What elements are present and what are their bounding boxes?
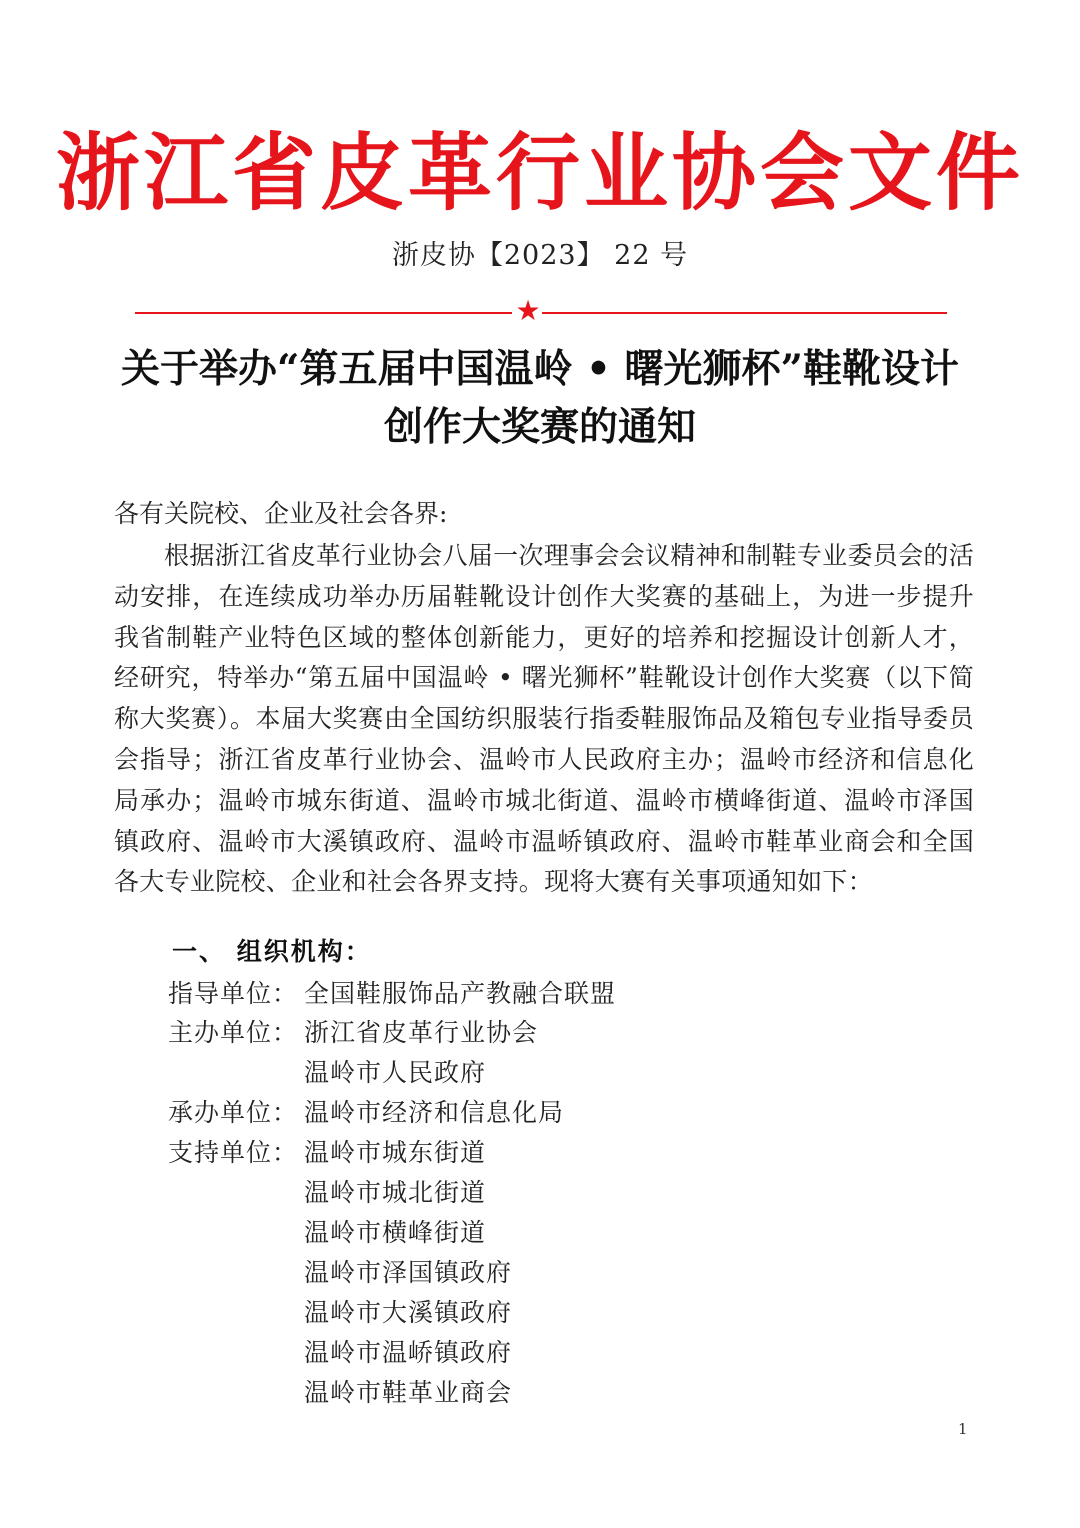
- supporter-item: 温岭市横峰街道: [304, 1218, 487, 1247]
- document-number: 浙皮协【2023】 22 号: [391, 240, 689, 271]
- undertaker-label: 承办单位：: [168, 1098, 299, 1127]
- section-heading-organization: 一、 组织机构：: [172, 937, 372, 966]
- supporter-item: 温岭市温峤镇政府: [304, 1338, 513, 1367]
- supporter-item: 温岭市大溪镇政府: [304, 1298, 513, 1327]
- supporters-label: 支持单位：: [168, 1138, 299, 1167]
- page-number: 1: [958, 1420, 968, 1438]
- salutation: 各有关院校、企业及社会各界:: [114, 499, 448, 528]
- red-divider-right: [542, 312, 947, 314]
- document-title-line-1: 关于举办“第五届中国温岭 • 曙光狮杯”鞋靴设计: [121, 346, 959, 392]
- organizer-value-2: 温岭市人民政府: [304, 1058, 487, 1087]
- supporter-item: 温岭市鞋革业商会: [304, 1378, 513, 1407]
- body-paragraph: 根据浙江省皮革行业协会八届一次理事会会议精神和制鞋专业委员会的活动安排，在连续成功举办历届鞋靴设计创作大奖赛的基础上，为进一步提升我省制鞋产业特色区域的整体创新能力，更好的培养和挖掘设计创新人才，经研究，特举办“第五届中国温岭 • 曙光狮杯”鞋靴设计创作大奖赛（以下简称大奖赛）。本届大奖赛由全国纺织服装行指委鞋服饰品及箱包专业指导委员会指导；浙江省皮革行业协会、温岭市人民政府主办；温岭市经济和信息化局承办；温岭市城东街道、温岭市城北街道、温岭市横峰街道、温岭市泽国镇政府、温岭市大溪镇政府、温岭市温峤镇政府、温岭市鞋革业商会和全国各大专业院校、企业和社会各界支持。现将大赛有关事项通知如下：: [114, 541, 974, 897]
- red-divider-left: [135, 312, 512, 314]
- organizer-value-1: 浙江省皮革行业协会: [304, 1018, 539, 1047]
- red-star-icon: ★: [515, 294, 541, 327]
- supporter-item: 温岭市城东街道: [304, 1138, 487, 1167]
- guidance-value: 全国鞋服饰品产教融合联盟: [304, 979, 617, 1008]
- document-title: [90, 340, 990, 456]
- supporter-item: 温岭市泽国镇政府: [304, 1258, 513, 1287]
- masthead-title: 浙江省皮革行业协会文件: [55, 123, 1024, 222]
- organizer-label: 主办单位：: [168, 1018, 299, 1047]
- guidance-label: 指导单位：: [168, 979, 299, 1008]
- supporter-item: 温岭市城北街道: [304, 1178, 487, 1207]
- document-title-line-2: 创作大奖赛的通知: [383, 404, 696, 450]
- undertaker-value: 温岭市经济和信息化局: [304, 1098, 565, 1127]
